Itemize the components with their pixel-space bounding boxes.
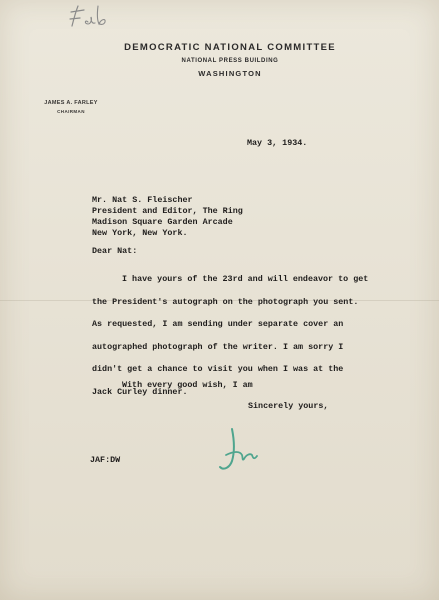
body-line: the President's autograph on the photograph you sent.: [92, 296, 359, 307]
body-line: Jack Curley dinner.: [92, 386, 188, 397]
recipient-line: Madison Square Garden Arcade: [92, 217, 233, 227]
body-line: As requested, I am sending under separate cover an: [92, 319, 344, 330]
letterhead: [112, 42, 348, 78]
body-line: didn't get a chance to visit you when I was at the: [92, 364, 344, 375]
body-line: autographed photograph of the writer. I am sorry I: [92, 341, 344, 352]
body-line: I have yours of the 23rd and will endeavor to get: [122, 274, 369, 284]
recipient-line: President and Editor, The Ring: [92, 206, 243, 216]
closing-line: With every good wish, I am: [122, 380, 253, 390]
recipient-line: New York, New York.: [92, 228, 188, 238]
chairman-block: [36, 100, 106, 114]
letterhead-building: NATIONAL PRESS BUILDING: [181, 58, 279, 64]
chairman-name: JAMES A. FARLEY: [44, 100, 98, 106]
reference-initials: JAF:DW: [90, 455, 121, 465]
salutation: Dear Nat:: [92, 246, 138, 256]
letterhead-organization: DEMOCRATIC NATIONAL COMMITTEE: [124, 42, 336, 53]
handwritten-signature: [212, 425, 262, 477]
recipient-address: [92, 195, 243, 239]
recipient-line: Mr. Nat S. Fleischer: [92, 195, 193, 205]
letterhead-city: WASHINGTON: [198, 69, 262, 78]
sign-off: Sincerely yours,: [248, 401, 329, 411]
chairman-title: CHAIRMAN: [57, 109, 85, 114]
pencil-annotation-feb: [64, 2, 116, 32]
letter-date: May 3, 1934.: [247, 138, 308, 148]
